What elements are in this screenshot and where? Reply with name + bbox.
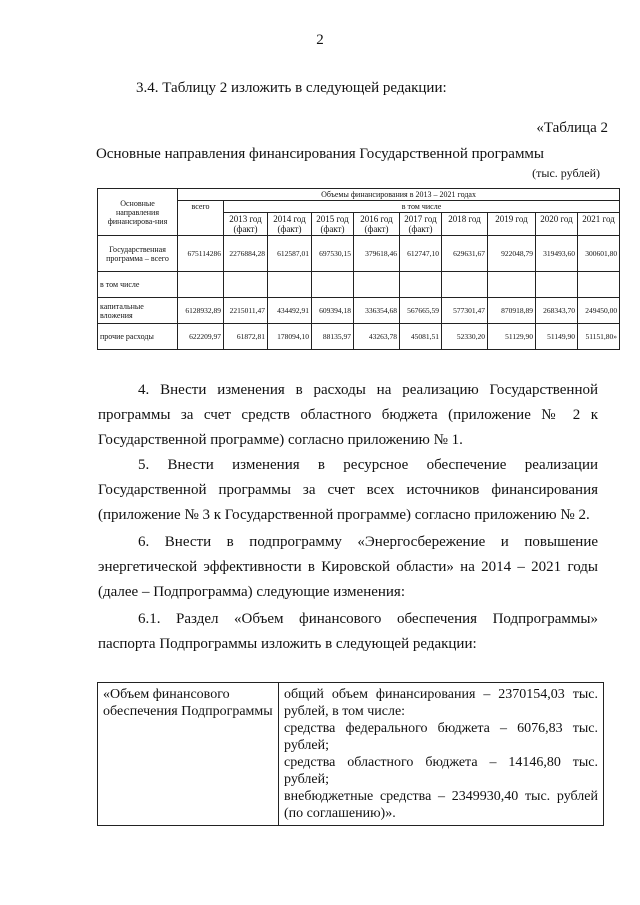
cell-value: 622209,97 — [178, 324, 224, 350]
page-number: 2 — [316, 32, 324, 48]
cell-value — [224, 272, 268, 298]
resource-line-regional: средства областного бюджета – 14146,80 тыс. рублей; — [284, 755, 598, 787]
table-row — [98, 236, 620, 272]
cell-value: 268343,70 — [536, 298, 578, 324]
row-label: прочие расходы — [98, 324, 178, 350]
paragraph-6-block — [98, 530, 598, 605]
cell-value — [578, 272, 620, 298]
year-header: 2016 год (факт) — [354, 213, 400, 236]
cell-value: 612587,01 — [268, 236, 312, 272]
cell-value: 45081,51 — [400, 324, 442, 350]
cell-value: 319493,60 — [536, 236, 578, 272]
table-label: «Таблица 2 — [536, 120, 608, 136]
resource-line-extrabudget: внебюджетные средства – 2349930,40 тыс. рублей (по соглашению)». — [284, 789, 598, 821]
year-header: 2013 год (факт) — [224, 213, 268, 236]
cell-value: 922048,79 — [488, 236, 536, 272]
cell-value: 697530,15 — [312, 236, 354, 272]
cell-value: 567665,59 — [400, 298, 442, 324]
resource-line-total: общий объем финансирования – 2370154,03 тыс. рублей, в том числе: — [284, 687, 598, 719]
cell-value — [178, 272, 224, 298]
cell-value: 43263,78 — [354, 324, 400, 350]
cell-value: 51149,90 — [536, 324, 578, 350]
year-header: 2015 год (факт) — [312, 213, 354, 236]
cell-value — [442, 272, 488, 298]
year-header: 2018 год — [442, 213, 488, 236]
cell-value — [268, 272, 312, 298]
table-row — [98, 298, 620, 324]
cell-value: 379618,46 — [354, 236, 400, 272]
cell-value: 6128932,89 — [178, 298, 224, 324]
paragraph-6-1-block — [98, 607, 598, 657]
cell-value: 629631,67 — [442, 236, 488, 272]
paragraph-6-1: 6.1. Раздел «Объем финансового обеспечения Подпрограммы» паспорта Подпрограммы изложить в следующей редакции: — [98, 611, 598, 652]
cell-value: 61872,81 — [224, 324, 268, 350]
cell-value: 88135,97 — [312, 324, 354, 350]
cell-value: 249450,00 — [578, 298, 620, 324]
cell-value: 300601,80 — [578, 236, 620, 272]
resource-line-federal: средства федерального бюджета – 6076,83 тыс. рублей; — [284, 721, 598, 753]
cell-value: 577301,47 — [442, 298, 488, 324]
resource-label: «Объем финансового обеспечения Подпрограммы — [98, 683, 279, 826]
paragraph-5: 5. Внести изменения в ресурсное обеспечение реализации Государственной программы за счет всех источников финансирования (приложение № 3 к Государственной программе) согласно приложению № 2. — [98, 457, 598, 523]
financing-table — [97, 188, 620, 350]
table-row — [98, 272, 620, 298]
cell-value — [488, 272, 536, 298]
cell-value — [312, 272, 354, 298]
year-header: 2019 год — [488, 213, 536, 236]
row-label: Государственная программа – всего — [98, 236, 178, 272]
resource-table — [97, 682, 604, 826]
cell-value: 2276884,28 — [224, 236, 268, 272]
year-header: 2017 год (факт) — [400, 213, 442, 236]
cell-value — [354, 272, 400, 298]
table-title: Основные направления финансирования Государственной программы — [95, 146, 545, 162]
row-label: в том числе — [98, 272, 178, 298]
cell-value: 609394,18 — [312, 298, 354, 324]
header-including: в том числе — [224, 201, 620, 213]
cell-value: 675114286 — [178, 236, 224, 272]
paragraph-4: 4. Внести изменения в расходы на реализацию Государственной программы за счет средств областного бюджета (приложение № 2 к Государственной программе) согласно приложению № 1. — [98, 382, 598, 448]
table-units: (тыс. рублей) — [532, 166, 600, 180]
row-label: капитальные вложения — [98, 298, 178, 324]
cell-value: 612747,10 — [400, 236, 442, 272]
paragraph-6: 6. Внести в подпрограмму «Энергосбережение и повышение энергетической эффективности в Кировской области» на 2014 – 2021 годы (далее – Подпрограмма) следующие изменения: — [98, 534, 598, 600]
cell-value: 178094,10 — [268, 324, 312, 350]
year-header: 2014 год (факт) — [268, 213, 312, 236]
year-header: 2021 год — [578, 213, 620, 236]
table-row — [98, 683, 604, 826]
header-total: всего — [178, 201, 224, 236]
cell-value: 870918,89 — [488, 298, 536, 324]
paragraph-4-block — [98, 378, 598, 453]
cell-value — [536, 272, 578, 298]
year-header: 2020 год — [536, 213, 578, 236]
paragraph-5-block — [98, 453, 598, 528]
resource-values — [279, 683, 604, 826]
header-volume: Объемы финансирования в 2013 – 2021 годах — [178, 189, 620, 201]
cell-value: 434492,91 — [268, 298, 312, 324]
header-directions: Основные направления финансирова-ния — [98, 189, 178, 236]
cell-value — [400, 272, 442, 298]
cell-value: 51129,90 — [488, 324, 536, 350]
cell-value: 2215011,47 — [224, 298, 268, 324]
cell-value: 51151,80» — [578, 324, 620, 350]
table-row — [98, 324, 620, 350]
cell-value: 336354,68 — [354, 298, 400, 324]
section-3-4-text: 3.4. Таблицу 2 изложить в следующей редакции: — [136, 80, 447, 96]
cell-value: 52330,20 — [442, 324, 488, 350]
